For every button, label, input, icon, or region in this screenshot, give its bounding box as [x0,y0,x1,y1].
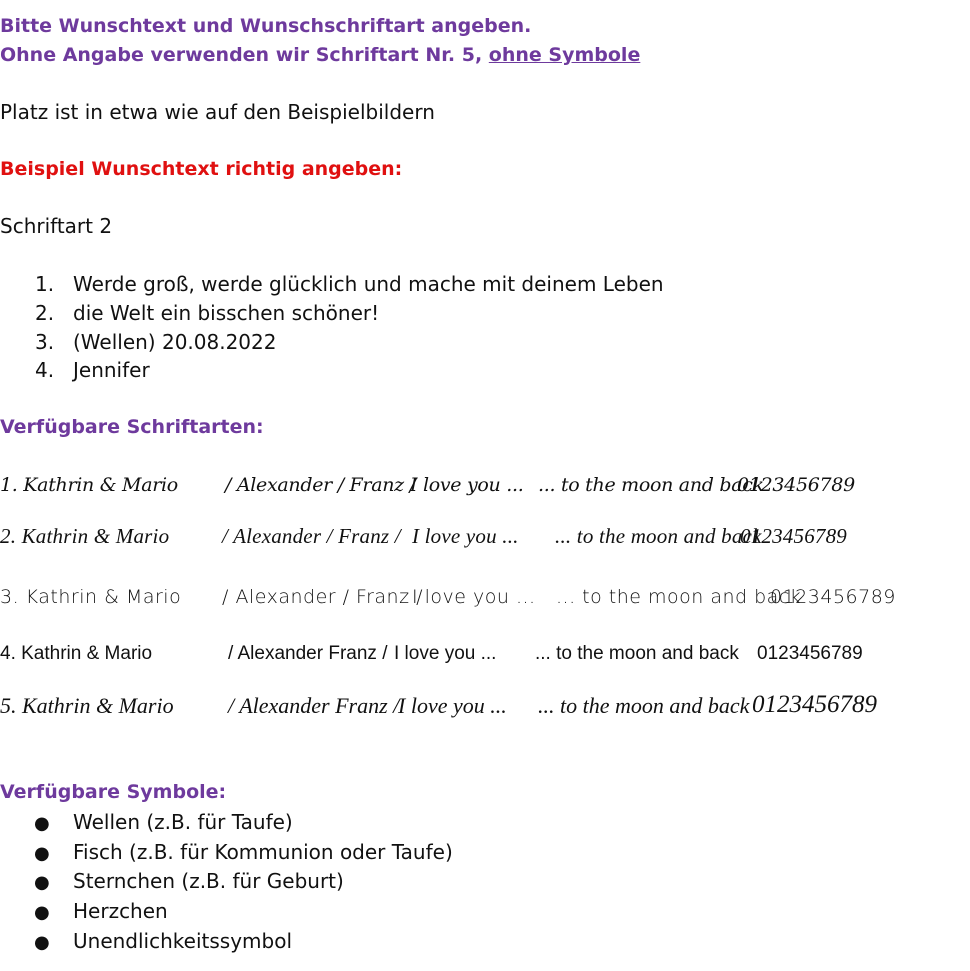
font-sample-phrase-2: ... to the moon and back [555,524,762,548]
font-sample-3 [0,586,900,626]
font-sample-digits: 0123456789 [740,524,847,548]
font-sample-names: 3. Kathrin & Mario [0,586,182,608]
example-line-1 [35,272,664,296]
example-line-3 [35,330,276,354]
example-heading: Beispiel Wunschtext richtig angeben: [0,158,403,180]
example-line-4 [35,358,150,382]
font-sample-4 [0,643,900,683]
example-line-2 [35,301,379,325]
font-sample-2 [0,524,900,564]
font-sample-names-2: / Alexander / Franz / [225,474,416,496]
font-sample-digits: 0123456789 [752,691,877,718]
font-sample-names: 1. Kathrin & Mario [0,474,178,496]
symbol-text: Fisch (z.B. für Kommunion oder Taufe) [73,840,453,864]
symbol-text: Wellen (z.B. für Taufe) [73,810,293,834]
symbol-item-stars [34,869,344,893]
list-text: Jennifer [73,358,150,382]
fonts-heading: Verfügbare Schriftarten: [0,416,264,438]
symbol-text: Unendlichkeitssymbol [73,929,292,953]
list-number: 4. [35,358,55,382]
font-sample-phrase: I love you ... [398,693,507,718]
symbol-item-infinity [34,929,292,953]
font-sample-phrase: I love you ... [394,643,497,664]
font-sample-phrase-2: ... to the moon and back [538,474,764,496]
bullet-icon: ● [34,843,50,864]
symbol-text: Herzchen [73,899,168,923]
symbol-text: Sternchen (z.B. für Geburt) [73,869,344,893]
font-sample-phrase: I love you ... [412,524,519,548]
bullet-icon: ● [34,872,50,893]
list-number: 2. [35,301,55,325]
symbols-heading: Verfügbare Symbole: [0,781,227,803]
instruction-line-2-text: Ohne Angabe verwenden wir Schriftart Nr. 5, [0,44,489,66]
example-font-label: Schriftart 2 [0,214,113,238]
font-sample-names-2: / Alexander Franz / [228,693,400,718]
symbol-item-fish [34,840,453,864]
font-sample-names: 2. Kathrin & Mario [0,524,170,548]
font-sample-1 [0,474,900,514]
font-sample-digits: 0123456789 [770,586,896,608]
bullet-icon: ● [34,902,50,923]
font-sample-phrase-2: ... to the moon and back [535,643,739,664]
intro-text: Platz ist in etwa wie auf den Beispielbildern [0,100,435,124]
font-sample-5 [0,693,900,733]
no-symbols-link[interactable]: ohne Symbole [488,44,641,66]
font-sample-names: 5. Kathrin & Mario [0,693,174,718]
font-sample-names-2: / Alexander / Franz / [222,524,401,548]
font-sample-phrase: I love you ... [410,474,524,496]
symbol-item-hearts [34,899,168,923]
font-sample-digits: 0123456789 [757,643,863,664]
list-text: (Wellen) 20.08.2022 [73,330,277,354]
font-sample-phrase-2: ... to the moon and back [538,693,750,718]
list-text: die Welt ein bisschen schöner! [73,301,380,325]
symbol-item-waves [34,810,293,834]
font-sample-phrase: I love you ... [412,586,536,608]
font-sample-names-2: / Alexander / Franz / [222,586,424,608]
font-sample-names: 4. Kathrin & Mario [0,643,153,664]
instruction-line-1: Bitte Wunschtext und Wunschschriftart angeben. [0,15,532,37]
font-sample-names-2: / Alexander Franz / [228,643,388,664]
instruction-line-2 [0,44,640,66]
bullet-icon: ● [34,932,50,953]
bullet-icon: ● [34,813,50,834]
font-sample-phrase-2: ... to the moon and back [556,586,802,608]
list-number: 3. [35,330,55,354]
font-sample-digits: 0123456789 [737,474,855,496]
list-text: Werde groß, werde glücklich und mache mit deinem Leben [73,272,664,296]
list-number: 1. [35,272,55,296]
